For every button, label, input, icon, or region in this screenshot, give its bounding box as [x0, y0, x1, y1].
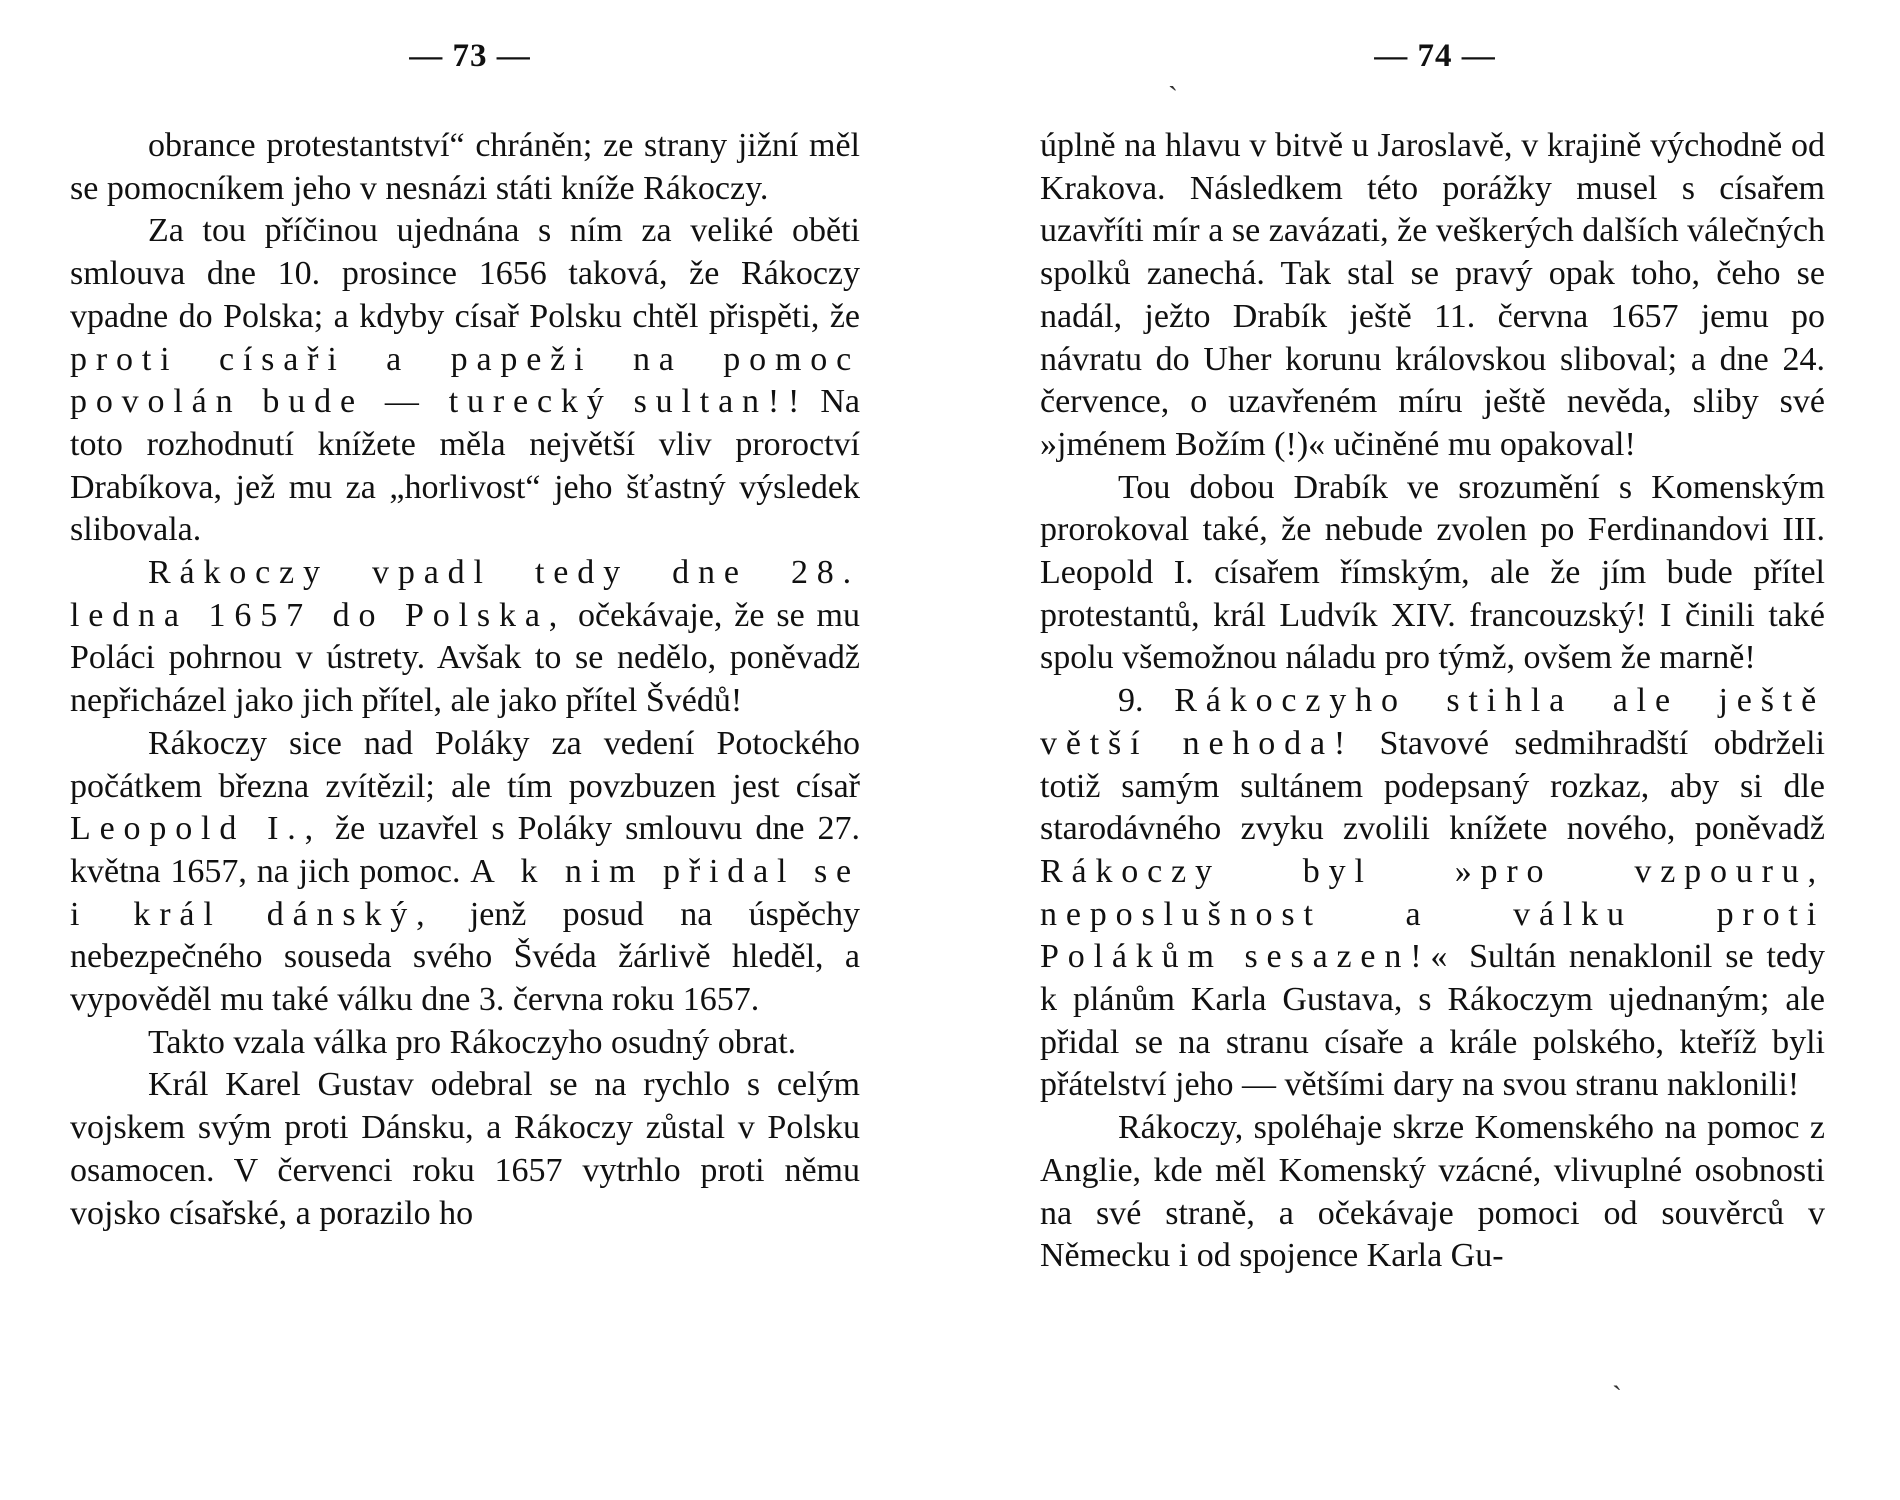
paragraph [1040, 125, 1825, 467]
spaced-emphasis-text: A k nim přidal se i král dánský, [70, 852, 860, 933]
paragraph [70, 552, 860, 723]
paragraph [1040, 467, 1825, 681]
spaced-emphasis-text: proti císaři a papeži na pomoc povolán bude — turecký sultan!! [70, 340, 860, 421]
text-run: obrance protestantství“ chráněn; ze strany jižní měl se pomocníkem jeho v nesnázi státi kníže Rákoczy. [70, 127, 860, 207]
print-speck: ˋ [1612, 1380, 1622, 1413]
text-run: Rákoczy sice nad Poláky za vedení Potockého počátkem března zvítězil; ale tím povzbuzen jest císař [70, 724, 860, 805]
paragraph [70, 1064, 860, 1235]
left-page [70, 0, 870, 1500]
text-run: Za tou příčinou ujednána s ním za veliké oběti smlouva dne 10. prosince 1656 taková, že Rákoczy vpadne do Polska; a kdyby císař Polsku chtěl přispěti, že [70, 212, 860, 335]
paragraph [70, 125, 860, 210]
spaced-emphasis-text: Rákoczy byl »pro vzpouru, neposlušnost a válku proti Polákům sesazen!« [1040, 852, 1825, 976]
print-speck: ˏ [1168, 58, 1178, 91]
text-run: Na toto rozhodnutí knížete měla největší vliv proroctví Drabíkova, jež mu za „horlivost“ jeho šťastný výsledek slibovala. [70, 383, 860, 549]
text-run: 9. [1118, 682, 1175, 720]
paragraph [1040, 1107, 1825, 1278]
text-run: jenž posud na úspěchy nebezpečného souseda svého Švéda žárlivě hleděl, a vypověděl mu také válku dne 3. června roku 1657. [70, 895, 860, 1019]
text-run: úplně na hlavu v bitvě u Jaroslavě, v krajině východně od Krakova. Následkem této porážky musel s císařem uzavříti mír a se zavázati, že veškerých dalších válečných spolků zanechá. Tak stal se pravý opak toho, čeho se nadál, ježto Drabík ještě 11. června 1657 jemu po návratu do Uher korunu královskou sliboval; a dne 24. července, o uzavřeném míru ještě nevěda, sliby své »jménem Božím (!)« učiněné mu opakoval! [1040, 127, 1825, 463]
text-run: Rákoczy, spoléhaje skrze Komenského na pomoc z Anglie, kde měl Komenský vzácné, vlivuplné osobnosti na své straně, a očekávaje pomoci od souvěrců v Německu i od spojence Karla Gu- [1040, 1109, 1825, 1275]
spaced-emphasis-text: Leopold I., [70, 810, 322, 848]
text-run: Král Karel Gustav odebral se na rychlo s celým vojskem svým proti Dánsku, a Rákoczy zůstal v Polsku osamocen. V červenci roku 1657 vytrhlo proti němu vojsko císařské, a porazilo ho [70, 1066, 860, 1232]
right-page-text [1040, 125, 1825, 1278]
text-run: že uzavřel s Poláky smlouvu dne 27. května 1657, na jich pomoc. [70, 810, 860, 890]
text-run: Takto vzala válka pro Rákoczyho osudný obrat. [148, 1023, 797, 1061]
right-page [1040, 0, 1830, 1500]
paragraph [70, 723, 860, 1022]
text-run: očekávaje, že se mu Poláci pohrnou v ústrety. Avšak to se nedělo, poněvadž nepřicházel jako jich přítel, ale jako přítel Švédů! [70, 596, 860, 720]
page-number-right: — 74 — [1374, 38, 1496, 74]
paragraph [1040, 680, 1825, 1107]
spaced-emphasis-text: Rákoczyho stihla ale ještě větší nehoda! [1040, 682, 1825, 762]
text-run: Tou dobou Drabík ve srozumění s Komenským prorokoval také, že nebude zvolen po Ferdinandovi III. Leopold I. císařem římským, ale že jím bude přítel protestantů, král Ludvík XIV. francouzský! I činili také spolu všemožnou náladu pro týmž, ovšem že marně! [1040, 468, 1825, 677]
left-page-text [70, 125, 860, 1235]
paragraph [70, 1022, 860, 1065]
page-number-left: — 73 — [409, 38, 531, 74]
text-run: Sultán nenaklonil se tedy k plánům Karla Gustava, s Rákoczym ujednaným; ale přidal se na stranu císaře a krále polského, kteříž byli přátelství jeho — většími dary na svou stranu naklonili! [1040, 938, 1825, 1104]
paragraph [70, 210, 860, 552]
spaced-emphasis-text: Rákoczy vpadl tedy dne 28. ledna 1657 do Polska, [70, 554, 860, 634]
text-run: Stavové sedmihradští obdrželi totiž samým sultánem podepsaný rozkaz, aby si dle starodávného zvyku zvolili knížete nového, poněvadž [1040, 724, 1826, 848]
